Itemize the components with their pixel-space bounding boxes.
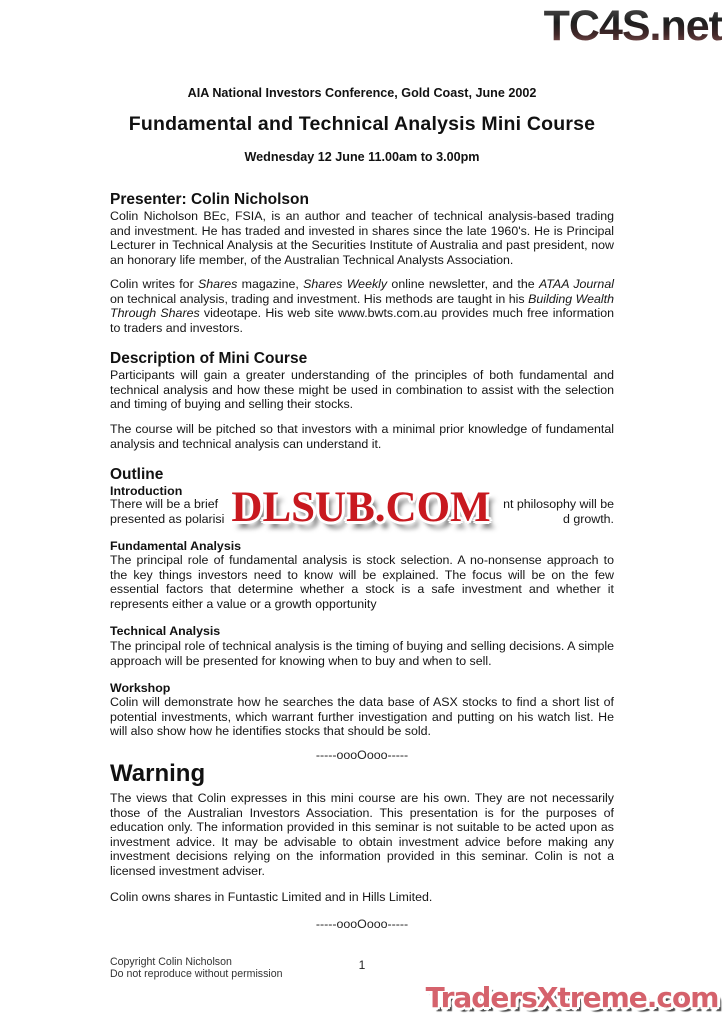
presenter-paragraph-1: Colin Nicholson BEc, FSIA, is an author and teacher of technical analysis-based trading and investment. He has traded and invested in shares since the late 1960's. He is Principal Lecturer in Technical Analysis at the Securities Institute of Australia and past president, now an honorary life member, of the Australian Technical Analysts Association. — [110, 209, 614, 267]
description-paragraph-1: Participants will gain a greater understanding of the principles of both fundamental and technical analysis and how these might be used in combination to assist with the selection and timing of buying and selling their stocks. — [110, 368, 614, 412]
para2-seg6: on technical analysis, trading and investment. His methods are taught in his — [110, 291, 529, 306]
para2-seg8: videotape. His web site www.bwts.com.au provides much free information to traders and investors. — [110, 306, 614, 335]
presenter-heading: Presenter: Colin Nicholson — [110, 191, 309, 208]
shares-disclosure-line: Colin owns shares in Funtastic Limited and in Hills Limited. — [110, 890, 433, 904]
intro-line2-end: d growth. — [563, 511, 614, 526]
presenter-paragraph-2 — [110, 277, 614, 335]
warning-heading: Warning — [110, 760, 206, 787]
page-number: 1 — [358, 958, 366, 972]
description-paragraph-2: The course will be pitched so that investors with a minimal prior knowledge of fundamental analysis and technical analysis can understand it. — [110, 422, 614, 451]
para2-italic-shares: Shares — [198, 277, 238, 291]
tradersxtreme-watermark: TradersXtreme.com — [425, 981, 719, 1014]
para2-italic-ataa-journal: ATAA Journal — [538, 277, 614, 291]
introduction-heading: Introduction — [110, 484, 183, 498]
technical-analysis-heading: Technical Analysis — [110, 624, 221, 638]
conference-line: AIA National Investors Conference, Gold Coast, June 2002 — [187, 86, 537, 100]
tc4s-watermark: TC4S.net — [543, 2, 722, 50]
description-heading: Description of Mini Course — [110, 350, 308, 367]
workshop-paragraph: Colin will demonstrate how he searches the data base of ASX stocks to find a short list of potential investments, which warrant further investigation and putting on his watch list. He will also show how he identifies stocks that should be sold. — [110, 695, 614, 739]
technical-analysis-paragraph: The principal role of technical analysis is the timing of buying and selling decisions. A simple approach will be presented for knowing when to buy and when to sell. — [110, 639, 614, 668]
para2-seg4: online newsletter, and the — [387, 277, 539, 291]
copyright-line-2: Do not reproduce without permission — [110, 967, 283, 980]
fundamental-analysis-heading: Fundamental Analysis — [110, 539, 242, 553]
fundamental-analysis-paragraph: The principal role of fundamental analysis is stock selection. A no-nonsense approach to the key things investors need to know will be explained. The focus will be on the few essential factors that determine whether a stock is a safe investment and whether it represents either a value or a growth opportunity — [110, 553, 614, 611]
intro-line1-start: There will be a brief — [110, 497, 219, 511]
dlsub-watermark: DLSUB.COM — [231, 484, 491, 531]
outline-heading: Outline — [110, 466, 164, 483]
page-title: Fundamental and Technical Analysis Mini Course — [128, 113, 596, 135]
para2-seg2: magazine, — [237, 277, 304, 291]
section-separator-2: -----oooOooo----- — [315, 917, 409, 931]
warning-paragraph: The views that Colin expresses in this mini course are his own. They are not necessarily those of the Australian Investors Association. This presentation is for the purposes of education only. The information provided in this seminar is not suitable to be acted upon as investment advice. It may be advisable to obtain investment advice before making any investment decisions relying on the information provided in this seminar. Colin is not a licensed investment adviser. — [110, 791, 614, 878]
intro-line1-end: nt philosophy will be — [503, 497, 614, 511]
para2-italic-building-wealth: Building Wealth Through Shares — [110, 291, 614, 321]
intro-line2-start: presented as polarisi — [110, 511, 225, 526]
para2-italic-shares-weekly: Shares Weekly — [303, 277, 388, 291]
session-time: Wednesday 12 June 11.00am to 3.00pm — [244, 150, 480, 164]
para2-seg0: Colin writes for — [110, 277, 199, 291]
copyright-line-1: Copyright Colin Nicholson — [110, 956, 232, 968]
section-separator-1: -----oooOooo----- — [315, 748, 409, 762]
workshop-heading: Workshop — [110, 681, 171, 695]
